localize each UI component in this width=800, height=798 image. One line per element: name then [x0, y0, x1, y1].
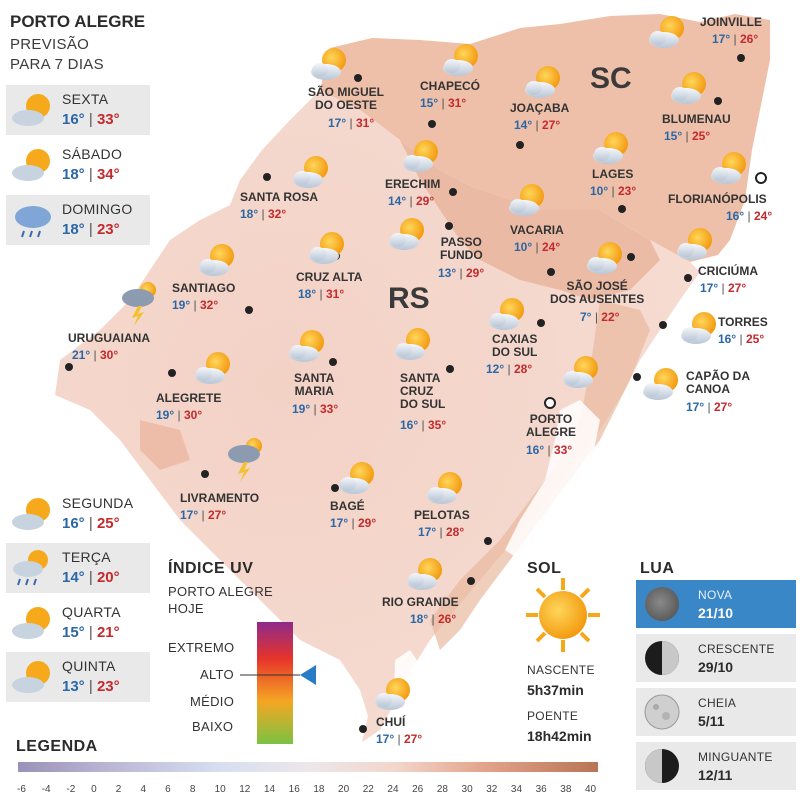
legend-tick: 38 — [560, 784, 572, 795]
region-label-sc: SC — [590, 62, 632, 95]
temp-max: 34° — [96, 166, 120, 183]
legend-tick: 26 — [412, 784, 424, 795]
city-santa-maria: SANTA MARIA — [294, 371, 335, 398]
day-name: DOMINGO — [62, 201, 133, 217]
uv-level-extremo: EXTREMO — [168, 640, 235, 655]
temp-max: 25° — [96, 515, 120, 532]
temp-max: 20° — [96, 569, 120, 586]
city-vacaria: VACARIA — [510, 223, 564, 237]
rain-cloud-icon — [10, 199, 56, 243]
forecast-day-sexta: SEXTA 16° | 33° — [6, 85, 150, 135]
day-name: SEGUNDA — [62, 495, 134, 511]
city-caxias-do-sul: CAXIAS DO SUL — [492, 332, 538, 359]
city-livramento: LIVRAMENTO — [180, 491, 260, 505]
temp-max: 33° — [96, 111, 120, 128]
forecast-day-quarta: QUARTA 15° | 21° — [6, 598, 150, 648]
forecast-day-sabado: SÁBADO 18° | 34° — [6, 140, 150, 190]
city-florianopolis: FLORIANÓPOLIS — [668, 192, 767, 206]
sun-cloud-icon — [10, 604, 56, 644]
sun-cloud-icon — [10, 495, 56, 535]
uv-level-alto: ALTO — [200, 667, 234, 682]
forecast-day-terca: TERÇA 14° | 20° — [6, 543, 150, 593]
temp-min: 16° — [62, 515, 85, 532]
legend-tick: 10 — [214, 784, 226, 795]
day-name: SEXTA — [62, 91, 109, 107]
sunset-label: POENTE — [527, 709, 579, 723]
temp-min: 13° — [62, 678, 85, 695]
legend-tick: -4 — [41, 784, 51, 795]
day-name: QUINTA — [62, 658, 116, 674]
city-torres: TORRES — [718, 315, 768, 329]
legend-tick: -2 — [66, 784, 76, 795]
city-passo-fundo: PASSO FUNDO — [440, 235, 483, 262]
legend-tick: 6 — [165, 784, 171, 795]
region-label-rs: RS — [388, 282, 430, 315]
city-sao-miguel-do-oeste: SÃO MIGUEL DO OESTE — [308, 85, 385, 112]
city-pelotas: PELOTAS — [414, 508, 470, 522]
legend-tick: 24 — [387, 784, 399, 795]
header-line2: PARA 7 DIAS — [10, 56, 104, 73]
legend-tick: 14 — [263, 784, 276, 795]
moon-title: LUA — [640, 560, 675, 577]
uv-level-medio: MÉDIO — [190, 694, 235, 709]
forecast-day-segunda: SEGUNDA 16° | 25° — [6, 489, 150, 539]
city-blumenau: BLUMENAU — [662, 112, 731, 126]
city-porto-alegre: PORTO ALEGRE — [526, 412, 577, 439]
day-name: QUARTA — [62, 604, 121, 620]
day-name: TERÇA — [62, 549, 111, 565]
legend-tick: 0 — [91, 784, 97, 795]
city-chapeco: CHAPECÓ — [420, 79, 481, 93]
city-lages: LAGES — [592, 167, 634, 181]
legend-tick: 28 — [436, 784, 448, 795]
uv-pointer-icon — [300, 665, 316, 685]
temp-min: 14° — [62, 569, 85, 586]
city-santiago: SANTIAGO — [172, 281, 236, 295]
city-joacaba: JOAÇABA — [510, 101, 570, 115]
header-city: PORTO ALEGRE — [10, 12, 146, 31]
legend-title: LEGENDA — [16, 738, 98, 755]
full-moon-icon — [642, 692, 682, 732]
moon-phase-nova: NOVA 21/10 — [636, 580, 796, 628]
first-quarter-moon-icon — [642, 638, 682, 678]
temperature-legend-bar — [18, 762, 598, 772]
legend-tick: 36 — [535, 784, 547, 795]
temp-max: 23° — [96, 678, 120, 695]
sun-title: SOL — [527, 560, 562, 577]
city-uruguaiana: URUGUAIANA — [68, 331, 150, 345]
new-moon-icon — [642, 584, 682, 624]
temp-min: 15° — [62, 624, 85, 641]
legend-tick: 4 — [140, 784, 147, 795]
capital-marker-porto-alegre — [545, 398, 555, 408]
uv-scale-bar — [257, 622, 293, 744]
forecast-day-domingo: DOMINGO 18° | 23° — [6, 195, 150, 245]
city-cruz-alta: CRUZ ALTA — [296, 270, 363, 284]
city-sao-jose-dos-ausentes: SÃO JOSÉ DOS AUSENTES — [550, 279, 645, 306]
legend-tick: 18 — [313, 784, 325, 795]
legend-tick: 32 — [486, 784, 498, 795]
uv-level-baixo: BAIXO — [192, 719, 234, 734]
last-quarter-moon-icon — [642, 746, 682, 786]
city-alegrete: ALEGRETE — [156, 391, 222, 405]
moon-phase-cheia: CHEIA 5/11 — [636, 688, 796, 736]
legend-tick: 8 — [189, 784, 196, 795]
city-santa-rosa: SANTA ROSA — [240, 190, 318, 204]
temp-min: 18° — [62, 221, 85, 238]
sunrise-label: NASCENTE — [527, 663, 595, 677]
forecast-day-quinta: QUINTA 13° | 23° — [6, 652, 150, 702]
temp-max: 21° — [96, 624, 120, 641]
moon-phase-crescente: CRESCENTE 29/10 — [636, 634, 796, 682]
city-rio-grande: RIO GRANDE — [382, 595, 459, 609]
legend-tick: 20 — [338, 784, 350, 795]
day-name: SÁBADO — [62, 146, 123, 162]
temp-min: 18° — [62, 166, 85, 183]
city-capao-da-canoa: CAPÃO DA CANOA — [686, 369, 751, 396]
city-joinville: JOINVILLE — [700, 15, 763, 29]
legend-tick: 12 — [239, 784, 251, 795]
temp-max: 23° — [96, 221, 120, 238]
sunset-time: 18h42min — [527, 728, 592, 744]
sun-cloud-icon — [10, 91, 56, 131]
city-santa-cruz-do-sul: SANTA CRUZ DO SUL — [400, 371, 446, 411]
city-criciuma: CRICIÚMA — [698, 264, 758, 278]
header-line1: PREVISÃO — [10, 36, 90, 53]
sun-icon — [526, 578, 600, 652]
sun-cloud-icon — [10, 146, 56, 186]
uv-title: ÍNDICE UV — [168, 560, 254, 577]
legend-tick: 16 — [288, 784, 300, 795]
city-chui: CHUÍ — [376, 715, 406, 729]
moon-phase-minguante: MINGUANTE 12/11 — [636, 742, 796, 790]
uv-subtitle-1: PORTO ALEGRE — [168, 584, 273, 599]
sunrise-time: 5h37min — [527, 682, 584, 698]
legend-tick: 22 — [362, 784, 374, 795]
legend-tick: 2 — [115, 784, 122, 795]
uv-subtitle-2: HOJE — [168, 601, 204, 616]
city-bage: BAGÉ — [330, 499, 365, 513]
legend-tick: 30 — [461, 784, 473, 795]
rain-sun-cloud-icon — [10, 547, 56, 591]
legend-tick: 40 — [585, 784, 597, 795]
city-erechim: ERECHIM — [385, 177, 441, 191]
legend-tick: -6 — [17, 784, 26, 795]
legend-tick: 34 — [510, 784, 523, 795]
capital-marker-florianopolis — [756, 173, 766, 183]
sun-cloud-icon — [10, 658, 56, 698]
temp-min: 16° — [62, 111, 85, 128]
